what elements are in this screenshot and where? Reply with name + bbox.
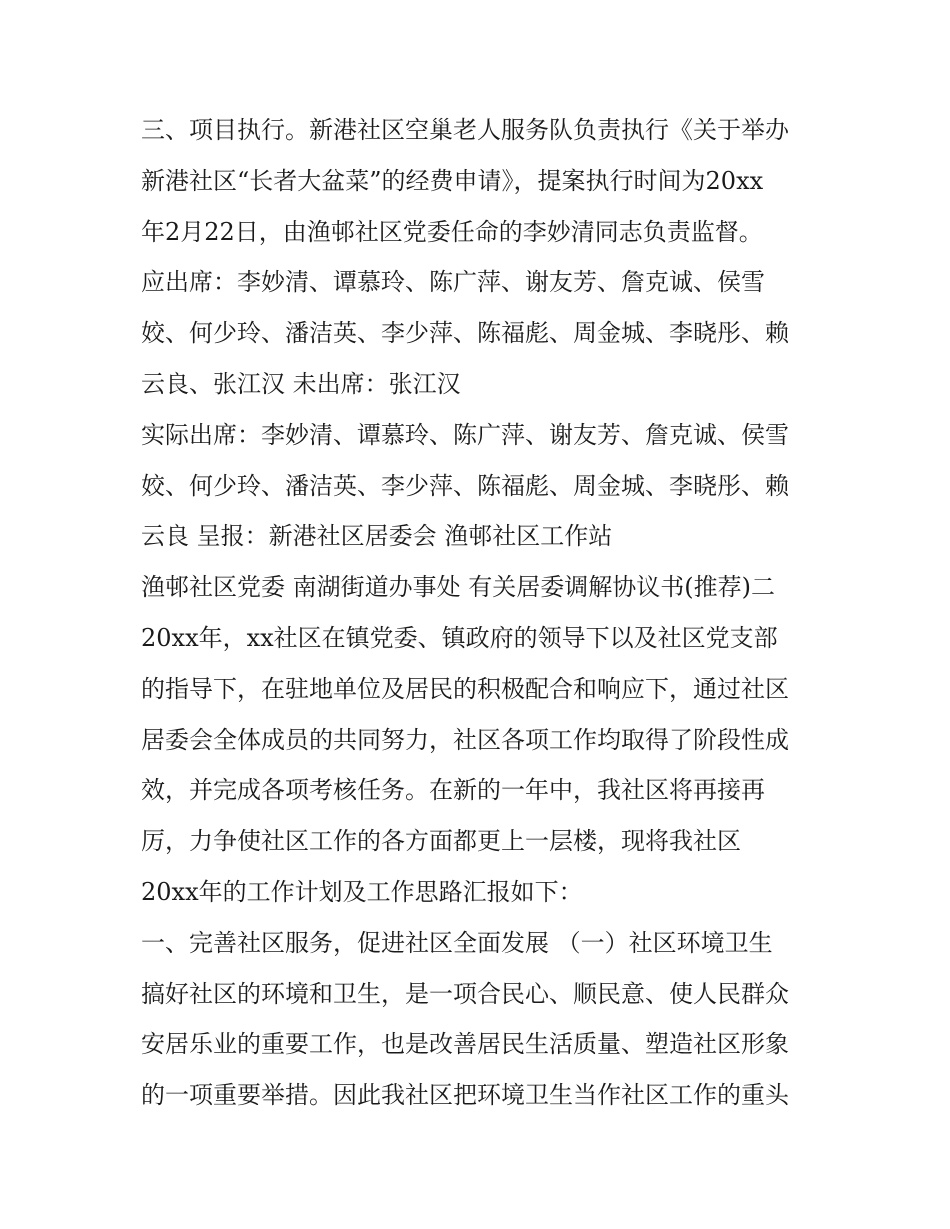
text-line: 三、项目执行。新港社区空巢老人服务队负责执行《关于举办 <box>141 116 789 144</box>
text-line: 年2月22日，由渔邨社区党委任命的李妙清同志负责监督。 <box>141 217 763 246</box>
text-line: 实际出席：李妙清、谭慕玲、陈广萍、谢友芳、詹克诚、侯雪 <box>141 420 789 449</box>
text-line: 20xx年的工作计划及工作思路汇报如下： <box>141 877 583 906</box>
text-line: 新港社区“长者大盆菜”的经费申请》，提案执行时间为20xx <box>141 166 764 195</box>
document-body <box>141 105 821 1121</box>
text-line: 搞好社区的环境和卫生，是一项合民心、顺民意、使人民群众 <box>141 979 789 1008</box>
text-line: 姣、何少玲、潘洁英、李少萍、陈福彪、周金城、李晓彤、赖 <box>141 471 789 500</box>
text-line: 一、完善社区服务，促进社区全面发展 （一）社区环境卫生 <box>141 928 773 957</box>
text-line: 效，并完成各项考核任务。在新的一年中，我社区将再接再 <box>141 776 765 805</box>
text-line: 的一项重要举措。因此我社区把环境卫生当作社区工作的重头 <box>141 1081 789 1110</box>
text-line: 姣、何少玲、潘洁英、李少萍、陈福彪、周金城、李晓彤、赖 <box>141 319 789 348</box>
text-line: 居委会全体成员的共同努力，社区各项工作均取得了阶段性成 <box>141 725 789 754</box>
text-line: 安居乐业的重要工作，也是改善居民生活质量、塑造社区形象 <box>141 1030 789 1059</box>
text-line: 厉，力争使社区工作的各方面都更上一层楼，现将我社区 <box>141 827 741 856</box>
text-line: 应出席：李妙清、谭慕玲、陈广萍、谢友芳、詹克诚、侯雪 <box>141 268 765 297</box>
text-line: 云良 呈报：新港社区居委会 渔邨社区工作站 <box>141 522 613 551</box>
text-line: 云良、张江汉 未出席：张江汉 <box>141 369 461 398</box>
text-line: 渔邨社区党委 南湖街道办事处 有关居委调解协议书(推荐)二 <box>141 573 775 602</box>
text-line: 20xx年，xx社区在镇党委、镇政府的领导下以及社区党支部 <box>141 623 778 652</box>
text-line: 的指导下，在驻地单位及居民的积极配合和响应下，通过社区 <box>141 674 789 703</box>
